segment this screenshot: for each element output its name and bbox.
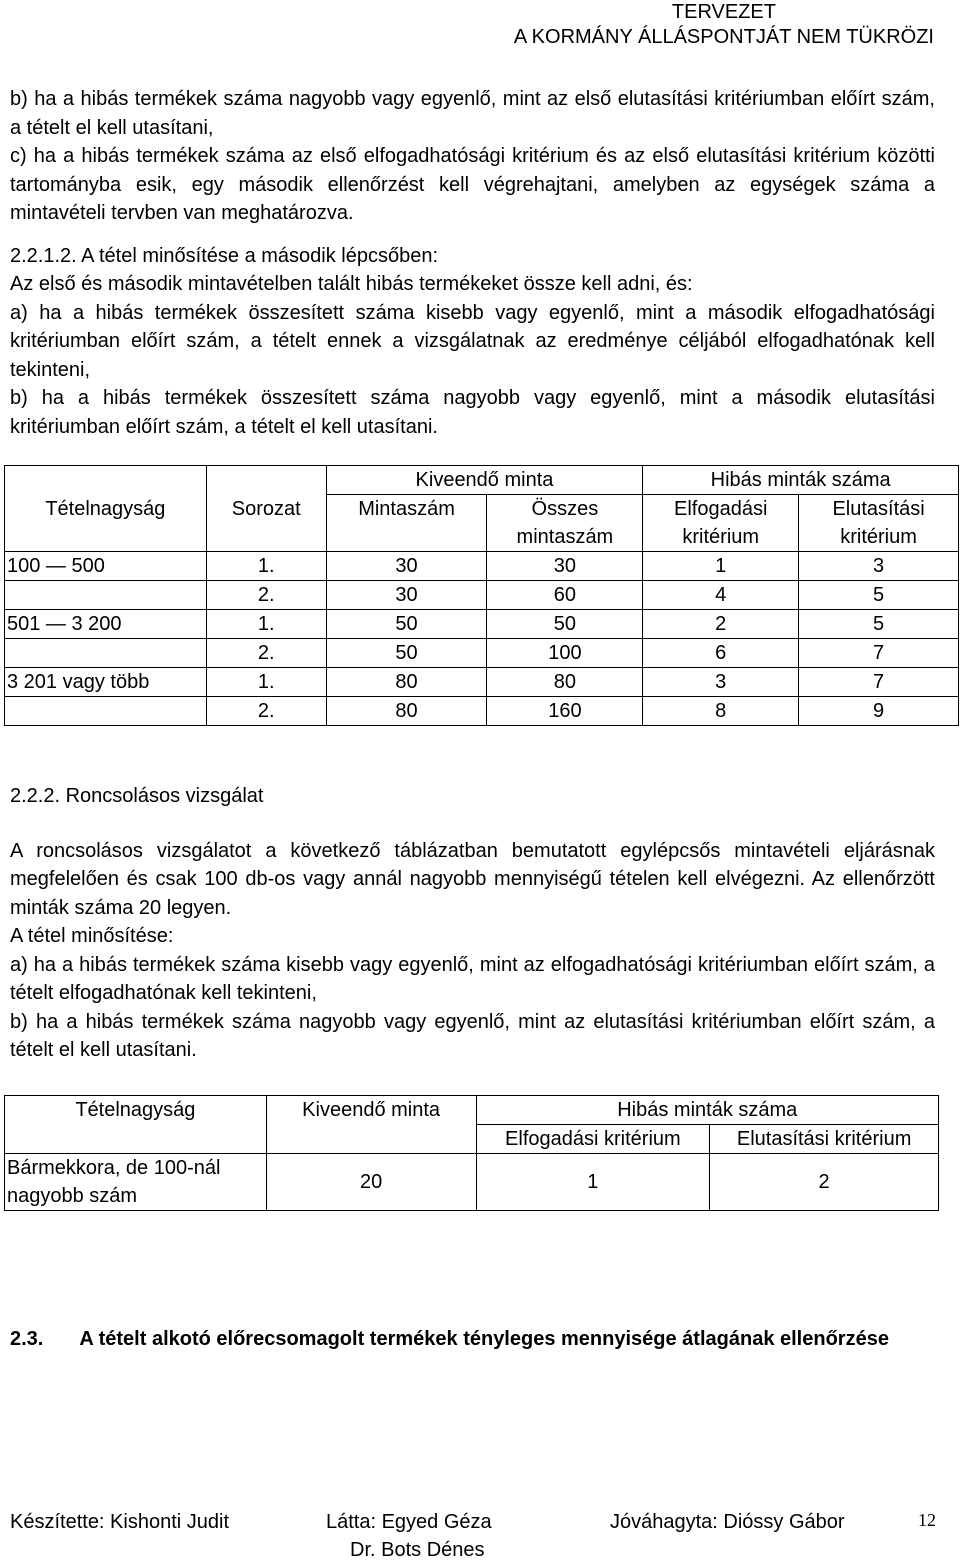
cell-lot: 100 — 500 [5, 552, 207, 581]
section-2212-item-a: a) ha a hibás termékek összesített száma kisebb vagy egyenlő, mint a második elfogadhatósági kritériumban előírt szám, a tételt ennek a vizsgálatnak az eredménye céljából elfogadhatónak kell tekinteni, [10, 301, 935, 381]
cell-series: 1. [206, 610, 326, 639]
cell-series: 2. [206, 697, 326, 726]
cell-reject: 5 [799, 610, 959, 639]
cell-accept: 6 [643, 639, 799, 668]
table-row [5, 1153, 939, 1210]
document-footer [10, 1508, 940, 1564]
section-23-title: A tételt alkotó előrecsomagolt termékek tényleges mennyisége átlagának ellenőrzése [79, 1327, 889, 1350]
table-row [5, 639, 959, 668]
cell-lot [5, 639, 207, 668]
cell-reject-2: 2 [710, 1153, 939, 1210]
cell-total: 100 [487, 639, 643, 668]
footer-seen-by: Látta: Egyed Géza [326, 1511, 492, 1533]
table-row [5, 581, 959, 610]
cell-reject: 5 [799, 581, 959, 610]
section-heading-2212: 2.2.1.2. A tétel minősítése a második lépcsőben: [10, 244, 439, 267]
cell-lot-2: Bármekkora, de 100-nál nagyobb szám [5, 1153, 267, 1210]
cell-accept: 2 [643, 610, 799, 639]
th-defects-2: Hibás minták száma [476, 1095, 939, 1124]
section-222-qualification: A tétel minősítése: [10, 925, 174, 947]
cell-sample: 30 [326, 581, 487, 610]
cell-lot: 3 201 vagy több [5, 668, 207, 697]
th-accept-criterion: Elfogadási kritérium [643, 495, 799, 552]
table-row [5, 610, 959, 639]
cell-sample: 50 [326, 610, 487, 639]
sampling-table-single [4, 1095, 939, 1211]
cell-sample-2: 20 [266, 1153, 476, 1210]
cell-series: 1. [206, 552, 326, 581]
table-row [5, 552, 959, 581]
cell-lot [5, 697, 207, 726]
section-2212-intro: Az első és második mintavételben talált hibás termékeket össze kell adni, és: [10, 273, 693, 295]
cell-sample: 80 [326, 668, 487, 697]
cell-sample: 50 [326, 639, 487, 668]
cell-accept: 4 [643, 581, 799, 610]
sampling-table-double [4, 465, 959, 726]
section-222-item-a: a) ha a hibás termékek száma kisebb vagy egyenlő, mint az elfogadhatósági kritériumban előírt szám, a tételt elfogadhatónak kell tekinteni, [10, 953, 935, 1004]
cell-reject: 7 [799, 668, 959, 697]
section-222-text: A roncsolásos vizsgálatot a következő táblázatban bemutatott egylépcsős mintavételi eljárásnak megfelelően és csak 100 db-os vagy annál nagyobb mennyiségű tételen kell elvégezni. Az ellenőrzött minták száma 20 legyen. [10, 839, 935, 919]
th-lot-size: Tételnagyság [5, 466, 207, 552]
cell-sample: 80 [326, 697, 487, 726]
cell-accept: 3 [643, 668, 799, 697]
header-draft: TERVEZET [671, 1, 776, 23]
table-row [5, 697, 959, 726]
section-heading-23 [10, 1325, 935, 1354]
th-accept-criterion-2: Elfogadási kritérium [476, 1124, 710, 1153]
draft-header [514, 0, 934, 50]
section-222-item-b: b) ha a hibás termékek száma nagyobb vagy egyenlő, mint az elutasítási kritériumban előírt szám, a tételt el kell utasítani. [10, 1010, 935, 1061]
cell-series: 2. [206, 639, 326, 668]
th-sample-2: Kiveendő minta [266, 1095, 476, 1153]
footer-second-approver: Dr. Bots Dénes [350, 1539, 485, 1561]
cell-accept: 8 [643, 697, 799, 726]
th-reject-criterion-2: Elutasítási kritérium [710, 1124, 939, 1153]
cell-total: 30 [487, 552, 643, 581]
cell-total: 50 [487, 610, 643, 639]
cell-total: 60 [487, 581, 643, 610]
cell-reject: 3 [799, 552, 959, 581]
cell-reject: 7 [799, 639, 959, 668]
section-2212-item-b: b) ha a hibás termékek összesített száma nagyobb vagy egyenlő, mint a második elutasítási kritériumban előírt szám, a tételt el kell utasítani. [10, 387, 935, 438]
th-sample-size: Mintaszám [326, 495, 487, 552]
th-reject-criterion: Elutasítási kritérium [799, 495, 959, 552]
th-sample: Kiveendő minta [326, 466, 643, 495]
th-lot-size-2: Tételnagyság [5, 1095, 267, 1153]
footer-prepared-by: Készítette: Kishonti Judit [10, 1511, 230, 1533]
th-total-sample: Összes mintaszám [487, 495, 643, 552]
cell-series: 1. [206, 668, 326, 697]
cell-accept-2: 1 [476, 1153, 710, 1210]
cell-lot: 501 — 3 200 [5, 610, 207, 639]
header-disclaimer: A KORMÁNY ÁLLÁSPONTJÁT NEM TÜKRÖZI [513, 26, 934, 48]
cell-series: 2. [206, 581, 326, 610]
th-series: Sorozat [206, 466, 326, 552]
cell-lot [5, 581, 207, 610]
table-row [5, 668, 959, 697]
cell-reject: 9 [799, 697, 959, 726]
cell-total: 160 [487, 697, 643, 726]
section-heading-222: 2.2.2. Roncsolásos vizsgálat [10, 785, 264, 807]
item-b-first: b) ha a hibás termékek száma nagyobb vagy egyenlő, mint az első elutasítási kritériumban előírt szám, a tételt el kell utasítani, [10, 88, 935, 139]
document-body [7, 85, 935, 1353]
page-number: 12 [918, 1510, 936, 1530]
th-defects: Hibás minták száma [643, 466, 959, 495]
cell-total: 80 [487, 668, 643, 697]
section-23-number: 2.3. [10, 1327, 44, 1350]
cell-accept: 1 [643, 552, 799, 581]
cell-sample: 30 [326, 552, 487, 581]
item-c-first: c) ha a hibás termékek száma az első elfogadhatósági kritérium és az első elutasítási kritérium közötti tartományba esik, egy második ellenőrzést kell végrehajtani, amelyben az egységek száma a mintavételi tervben van meghatározva. [10, 145, 935, 224]
footer-approved-by: Jóváhagyta: Dióssy Gábor [610, 1511, 845, 1533]
